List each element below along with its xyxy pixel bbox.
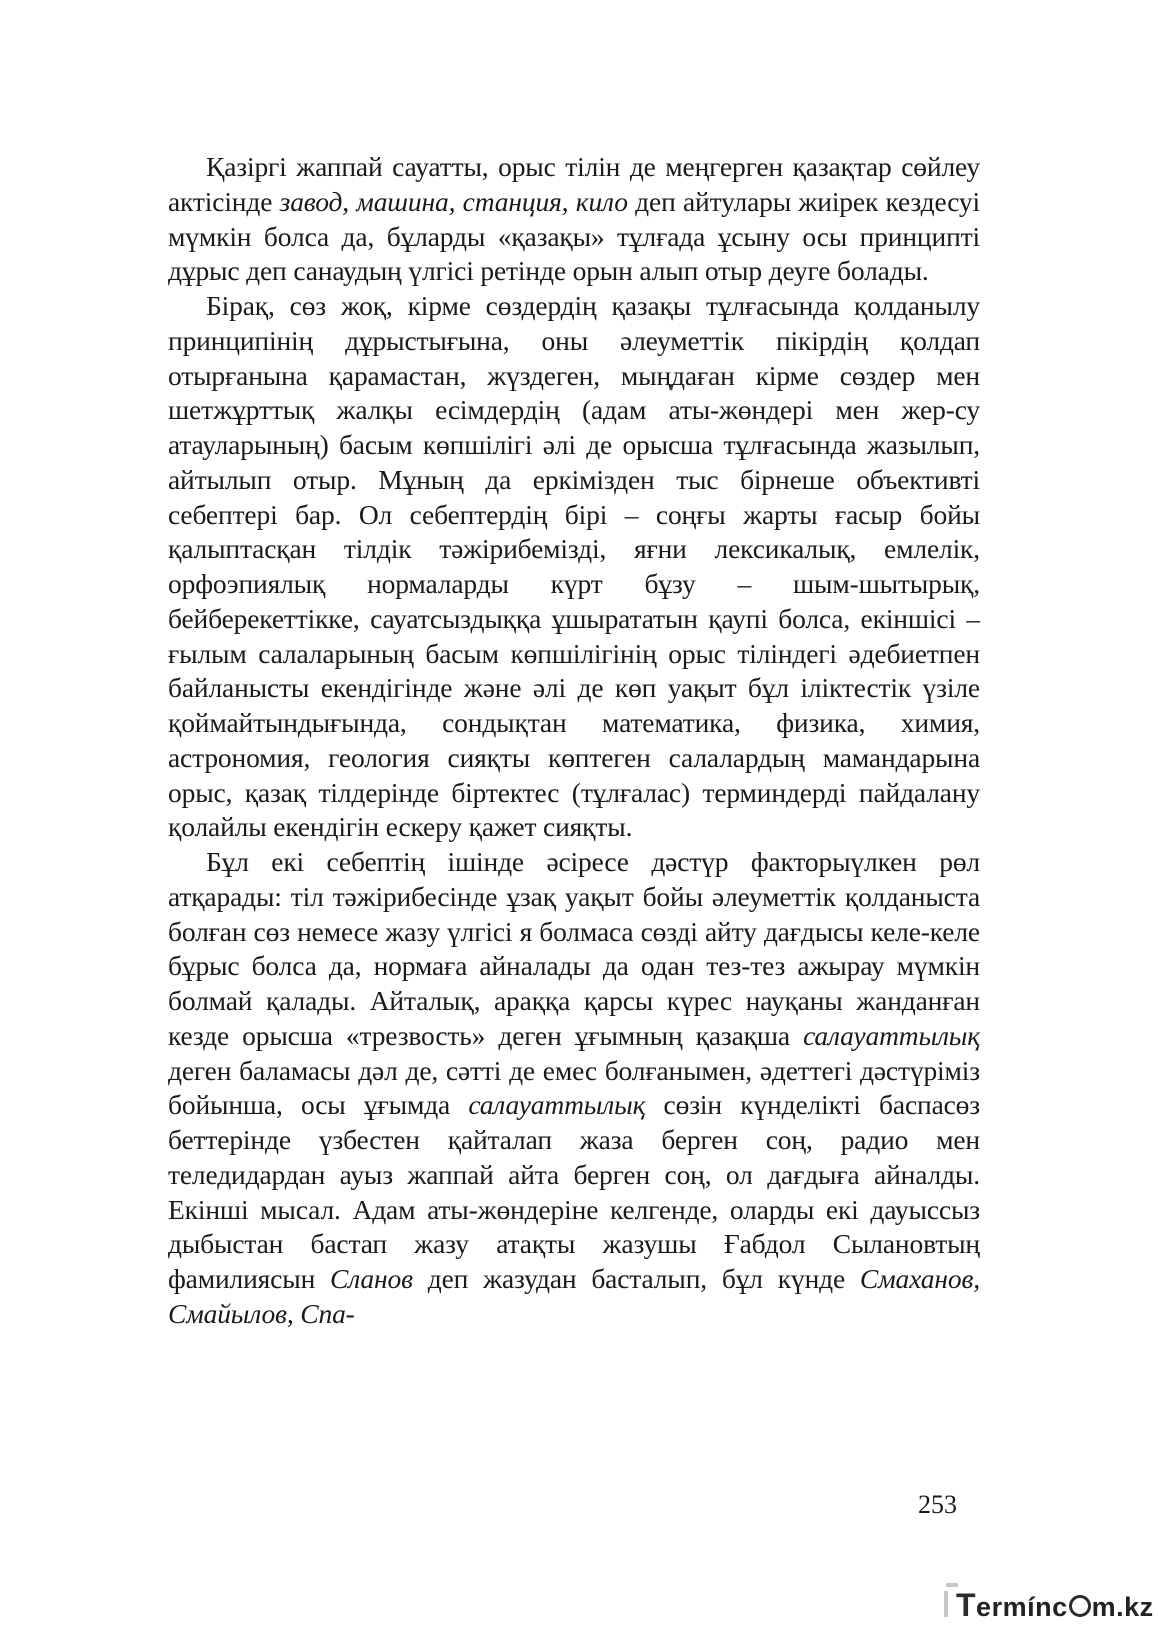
text-run: Бұл екі себептің ішінде әсіресе дәстүр факторыүлкен рөл атқарады: тіл тәжірибесінде ұзақ уақыт бойы әлеуметтік қолданыста болған сөз немесе жазу үлгісі я болмаса сөзді айту дағдысы келе-келе бұрыс болса да, нормаға айналады да одан тез-тез ажырау мүмкін болмай қалады. Айталық, араққа қарсы күрес науқаны жанданған кезде орысша «трезвость» деген ұғымның қазақша xyxy=(168,846,980,1051)
italic-term: Смаханов, Смайылов, Спа- xyxy=(168,1263,981,1329)
watermark-middle: ermínc xyxy=(976,1592,1068,1622)
text-run: Бірақ, сөз жоқ, кірме сөздердің қазақы тұлғасында қолданылу принципінің дұрыстығына, оны әлеуметтік пікірдің қолдап отырғанына қарамастан, жүздеген, мыңдаған кірме сөздер мен шетжұрттық жалқы есімдердің (адам аты-жөндері мен жер-су атауларының) басым көпшілігі әлі де орысша тұлғасында жазылып, айтылып отыр. Мұның да еркімізден тыс бірнеше объективті себептері бар. Ол себептердің бірі – соңғы жарты ғасыр бойы қалыптасқан тілдік тәжірибемізді, яғни лексикалық, емлелік, орфоэпиялық нормаларды күрт бұзу – шым-шытырық, бейберекеттікке, сауатсыздыққа ұшырататын қаупі болса, екіншісі – ғылым салаларының басым көпшілігінің орыс тіліндегі әдебиетпен байланысты екендігінде және әлі де көп уақыт бұл іліктестік үзіле қоймайтындығында, сондықтан математика, физика, химия, астрономия, геология сияқты көптеген салалардың мамандарына орыс, қазақ тілдерінде біртектес (тұлғалас) терминдерді пайдалану қолайлы екендігін ескеру қажет сияқты. xyxy=(168,290,980,843)
text-run: деп айтулары жиірек кездесуі мүмкін болса да, бұларды «қазақы» тұлғада ұсыну осы принципті дұрыс деп санаудың үлгісі ретінде орын алып отыр деуге болады. xyxy=(168,185,981,287)
terminkom-watermark-logo xyxy=(944,1583,1154,1625)
ring-o-icon xyxy=(1069,1595,1091,1617)
italic-term: салауаттылық xyxy=(803,1019,980,1051)
page-number: 253 xyxy=(918,1490,957,1519)
text-run: деп жазудан басталып, бұл күнде xyxy=(412,1263,860,1294)
paragraph-1 xyxy=(168,150,980,289)
watermark-text xyxy=(956,1587,1154,1624)
italic-term: Сланов xyxy=(330,1263,413,1294)
text-run: сөзін күнделікті баспасөз беттерінде үзбестен қайталап жаза берген соң, радио мен теледидардан ауыз жаппай айта берген соң, ол дағдыға айналды. Екінші мысал. Адам аты-жөндеріне келгенде, оларды екі дауыссыз дыбыстан бастап жазу атақты жазушы Ғабдол Сылановтың фамилиясын xyxy=(168,1089,980,1294)
watermark-domain: m.kz xyxy=(1091,1592,1154,1622)
text-run: деген баламасы дәл де, сәтті де емес болғанымен, әдеттегі дәстүріміз бойынша, осы ұғымда xyxy=(168,1054,980,1121)
italic-term: завод, машина, станция, кило xyxy=(279,185,628,217)
watermark-letter-t: T xyxy=(956,1587,977,1623)
paragraph-3 xyxy=(168,845,980,1332)
italic-term: салауаттылық xyxy=(468,1089,646,1121)
paragraph-2 xyxy=(168,289,980,845)
page-body xyxy=(168,150,980,1332)
text-run: Қазіргі жаппай сауатты, орыс тілін де меңгерген қазақтар сөйлеу актісінде xyxy=(168,151,980,217)
